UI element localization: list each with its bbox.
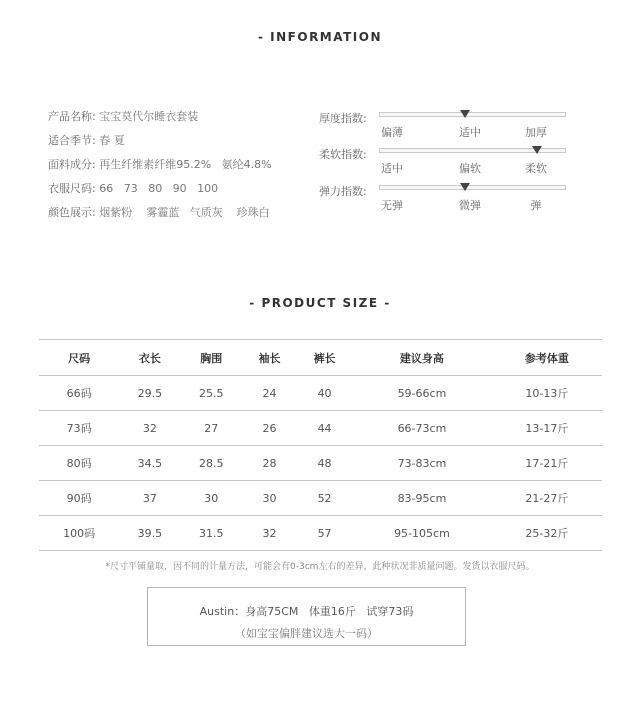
scale-marker — [532, 146, 542, 154]
table-cell: 83-95cm — [352, 481, 492, 516]
measurement-note: *尺寸平铺量取，因不同的计量方法，可能会有0-3cm左右的差异，此种状况非质量问题。发货以衣服尺码。 — [105, 562, 535, 572]
scale-label: 厚度指数: — [319, 112, 367, 125]
scale-marker — [460, 183, 470, 191]
info-value: 宝宝莫代尔睡衣套装 — [99, 110, 199, 123]
table-row — [39, 411, 602, 446]
table-cell: 30 — [242, 481, 297, 516]
column-header: 裤长 — [297, 340, 352, 376]
table-cell: 34.5 — [119, 446, 180, 481]
table-cell: 25-32斤 — [492, 516, 602, 551]
info-key: 适合季节: — [48, 134, 96, 147]
information-heading: - INFORMATION — [258, 30, 382, 44]
table-row — [39, 481, 602, 516]
table-cell: 40 — [297, 376, 352, 411]
table-cell: 30 — [181, 481, 242, 516]
info-row-sizes — [48, 182, 272, 206]
table-cell: 90码 — [39, 481, 119, 516]
model-advice-line: （如宝宝偏胖建议选大一码） — [235, 627, 378, 640]
table-cell: 26 — [242, 411, 297, 446]
table-cell: 25.5 — [181, 376, 242, 411]
table-cell: 28 — [242, 446, 297, 481]
table-cell: 52 — [297, 481, 352, 516]
table-cell: 13-17斤 — [492, 411, 602, 446]
info-key: 颜色展示: — [48, 206, 96, 219]
info-row-season — [48, 134, 272, 158]
table-header-row — [39, 340, 602, 376]
table-row — [39, 446, 602, 481]
info-value: 春 夏 — [99, 134, 125, 147]
scale-option: 弹 — [530, 199, 542, 212]
table-row — [39, 376, 602, 411]
info-key: 衣服尺码: — [48, 182, 96, 195]
scale-option: 适中 — [459, 126, 481, 139]
table-cell: 21-27斤 — [492, 481, 602, 516]
table-cell: 73码 — [39, 411, 119, 446]
table-cell: 32 — [242, 516, 297, 551]
info-row-fabric — [48, 158, 272, 182]
table-cell: 17-21斤 — [492, 446, 602, 481]
table-cell: 66-73cm — [352, 411, 492, 446]
model-info-line: Austin：身高75CM 体重16斤 试穿73码 — [199, 605, 414, 618]
scale-option: 微弹 — [459, 199, 481, 212]
scale-track — [379, 112, 566, 117]
scale-marker — [460, 110, 470, 118]
info-row-colors — [48, 206, 272, 230]
scale-track — [379, 148, 566, 153]
table-cell: 59-66cm — [352, 376, 492, 411]
table-cell: 66码 — [39, 376, 119, 411]
table-cell: 31.5 — [181, 516, 242, 551]
scale-label: 柔软指数: — [319, 148, 367, 161]
table-row — [39, 516, 602, 551]
column-header: 尺码 — [39, 340, 119, 376]
table-cell: 57 — [297, 516, 352, 551]
model-info-box — [147, 587, 466, 646]
info-row-name — [48, 110, 272, 134]
info-value: 66 73 80 90 100 — [99, 182, 219, 195]
info-key: 产品名称: — [48, 110, 96, 123]
info-value: 烟紫粉 雾霾蓝 气质灰 珍珠白 — [99, 206, 270, 219]
scale-option: 偏软 — [459, 162, 481, 175]
scale-option: 适中 — [381, 162, 403, 175]
scale-option: 柔软 — [525, 162, 547, 175]
table-cell: 39.5 — [119, 516, 180, 551]
table-cell: 24 — [242, 376, 297, 411]
scale-label: 弹力指数: — [319, 185, 367, 198]
table-cell: 37 — [119, 481, 180, 516]
info-key: 面料成分: — [48, 158, 96, 171]
scale-option: 无弹 — [381, 199, 403, 212]
column-header: 建议身高 — [352, 340, 492, 376]
scale-option: 偏薄 — [381, 126, 403, 139]
table-cell: 27 — [181, 411, 242, 446]
info-value: 再生纤维素纤维95.2% 氨纶4.8% — [99, 158, 272, 171]
column-header: 参考体重 — [492, 340, 602, 376]
column-header: 袖长 — [242, 340, 297, 376]
table-cell: 80码 — [39, 446, 119, 481]
table-cell: 95-105cm — [352, 516, 492, 551]
table-cell: 44 — [297, 411, 352, 446]
table-cell: 48 — [297, 446, 352, 481]
table-cell: 73-83cm — [352, 446, 492, 481]
table-cell: 10-13斤 — [492, 376, 602, 411]
product-info-list — [48, 110, 272, 230]
table-cell: 100码 — [39, 516, 119, 551]
table-cell: 28.5 — [181, 446, 242, 481]
product-size-heading: - PRODUCT SIZE - — [249, 296, 391, 310]
table-cell: 32 — [119, 411, 180, 446]
size-table — [39, 339, 602, 551]
column-header: 衣长 — [119, 340, 180, 376]
scale-option: 加厚 — [525, 126, 547, 139]
table-cell: 29.5 — [119, 376, 180, 411]
column-header: 胸围 — [181, 340, 242, 376]
scale-track — [379, 185, 566, 190]
